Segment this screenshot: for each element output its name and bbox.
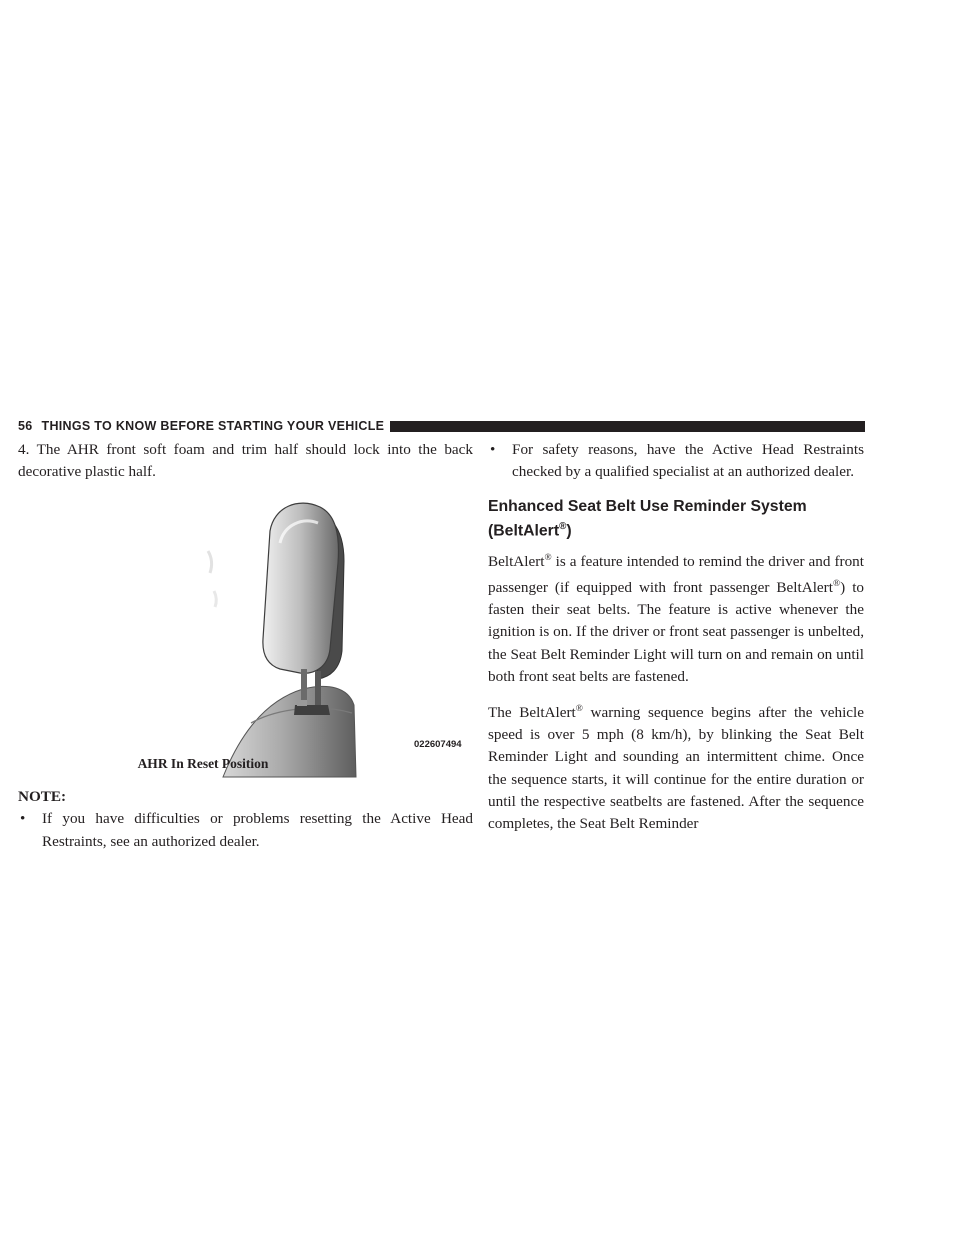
beltalert-intro-paragraph: BeltAlert® is a feature intended to remind the driver and front passenger (if equipped with front passenger BeltAlert®) to fasten their seat belts. The feature is active whenever the ignition is on. If the driver or front seat passenger is unbelted, the Seat Belt Reminder Light will turn on and remain on until both front seat belts are fastened. — [488, 552, 865, 685]
safety-bullet-item — [488, 439, 864, 483]
registered-mark: ® — [559, 520, 567, 532]
right-column — [488, 439, 864, 835]
safety-bullet-text: For safety reasons, have the Active Head Restraints checked by a qualified specialist at an authorized dealer. — [512, 441, 864, 481]
note-bullet-text: If you have difficulties or problems resetting the Active Head Restraints, see an authorized dealer. — [42, 810, 473, 850]
figure-code: 022607494 — [414, 739, 462, 751]
bullet-glyph: • — [490, 441, 496, 458]
step-4-text: 4. The AHR front soft foam and trim half should lock into the back decorative plastic half. — [18, 441, 473, 481]
registered-mark: ® — [832, 578, 841, 589]
head-restraint-figure — [18, 491, 473, 780]
left-column — [18, 439, 473, 853]
section-title: THINGS TO KNOW BEFORE STARTING YOUR VEHICLE — [41, 419, 385, 433]
page-header — [18, 417, 865, 435]
beltalert-sequence-paragraph: The BeltAlert® warning sequence begins after the vehicle speed is over 5 mph (8 km/h), by blinking the Seat Belt Reminder Light and sounding an intermittent chime. Once the sequence starts, it will continue for the entire duration or until the respective seatbelts are fastened. After the sequence completes, the Seat Belt Reminder — [488, 704, 864, 833]
beltalert-heading: Enhanced Seat Belt Use Reminder System (BeltAlert®) — [488, 498, 807, 540]
note-heading: NOTE: — [18, 788, 67, 806]
head-restraint-illustration — [18, 491, 473, 780]
figure-caption: AHR In Reset Position — [137, 756, 269, 772]
registered-mark: ® — [544, 552, 552, 563]
note-bullet-item — [18, 808, 473, 852]
bullet-glyph: • — [20, 810, 26, 828]
registered-mark: ® — [575, 704, 583, 715]
header-rule — [390, 421, 865, 432]
page-number: 56 — [18, 419, 33, 433]
